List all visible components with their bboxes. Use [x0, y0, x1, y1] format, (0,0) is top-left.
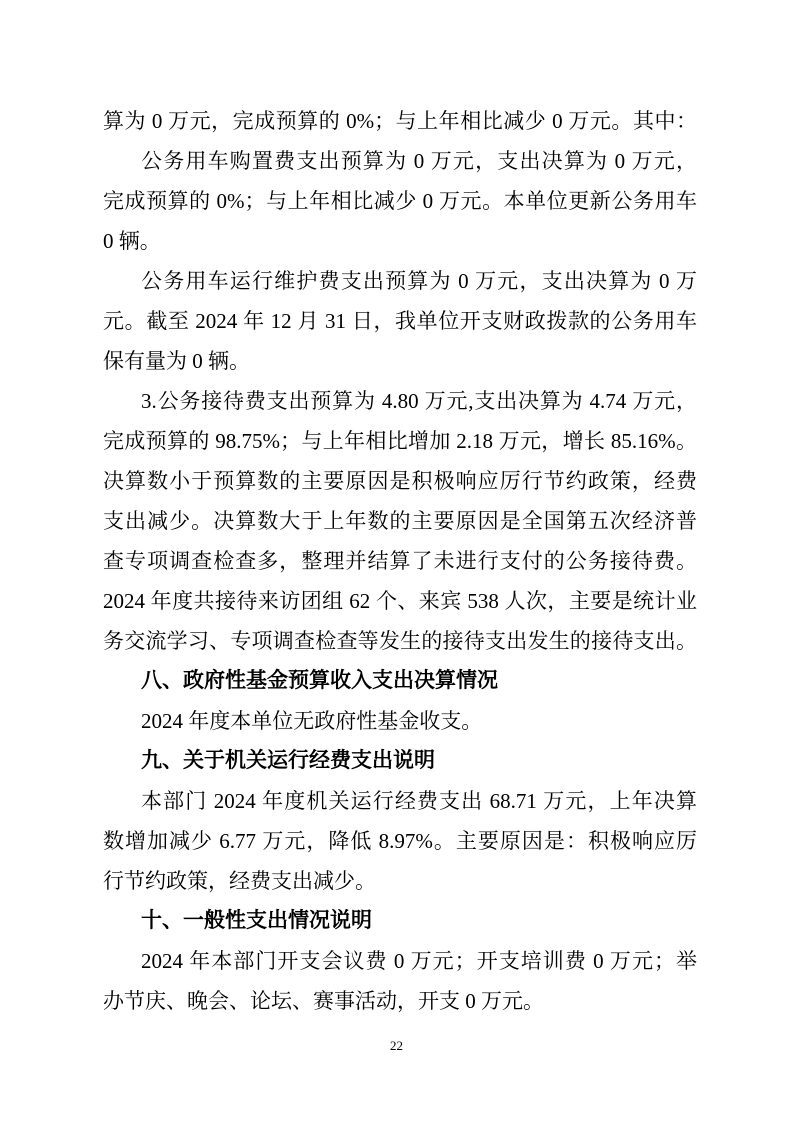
- text-line: 查专项调查检查多，整理并结算了未进行支付的公务接待费。: [103, 549, 697, 573]
- text-line: 公务用车运行维护费支出预算为 0 万元，支出决算为 0 万: [141, 269, 697, 293]
- section-heading: 九、关于机关运行经费支出说明: [141, 749, 435, 772]
- text-line: 完成预算的 98.75%；与上年相比增加 2.18 万元，增长 85.16%。: [103, 429, 697, 453]
- text-line: 支出减少。决算数大于上年数的主要原因是全国第五次经济普: [103, 509, 697, 533]
- text-line: 2024 年度共接待来访团组 62 个、来宾 538 人次，主要是统计业: [103, 589, 697, 613]
- text-line: 本部门 2024 年度机关运行经费支出 68.71 万元，上年决算: [141, 789, 697, 813]
- text-line: 办节庆、晚会、论坛、赛事活动，开支 0 万元。: [103, 989, 544, 1013]
- text-line: 保有量为 0 辆。: [103, 349, 250, 373]
- section-heading: 十、一般性支出情况说明: [141, 909, 372, 932]
- section-heading: 八、政府性基金预算收入支出决算情况: [141, 669, 498, 692]
- text-line: 务交流学习、专项调查检查等发生的接待支出发生的接待支出。: [103, 629, 697, 653]
- text-line: 完成预算的 0%；与上年相比减少 0 万元。本单位更新公务用车: [103, 189, 697, 213]
- text-line: 行节约政策，经费支出减少。: [103, 869, 376, 893]
- text-line: 决算数小于预算数的主要原因是积极响应厉行节约政策，经费: [103, 469, 697, 493]
- text-line: 2024 年本部门开支会议费 0 万元；开支培训费 0 万元；举: [141, 949, 697, 973]
- text-block: [103, 101, 697, 1021]
- text-line: 2024 年度本单位无政府性基金收支。: [141, 709, 483, 733]
- text-line: 数增加减少 6.77 万元，降低 8.97%。主要原因是：积极响应厉: [103, 829, 697, 853]
- text-line: 元。截至 2024 年 12 月 31 日，我单位开支财政拨款的公务用车: [103, 309, 697, 333]
- text-line: 0 辆。: [103, 229, 161, 253]
- page-number: 22: [390, 1038, 403, 1053]
- text-line: 算为 0 万元，完成预算的 0%；与上年相比减少 0 万元。其中：: [103, 109, 697, 133]
- text-line: 3.公务接待费支出预算为 4.80 万元,支出决算为 4.74 万元，: [141, 389, 697, 413]
- text-line: 公务用车购置费支出预算为 0 万元，支出决算为 0 万元，: [141, 149, 697, 173]
